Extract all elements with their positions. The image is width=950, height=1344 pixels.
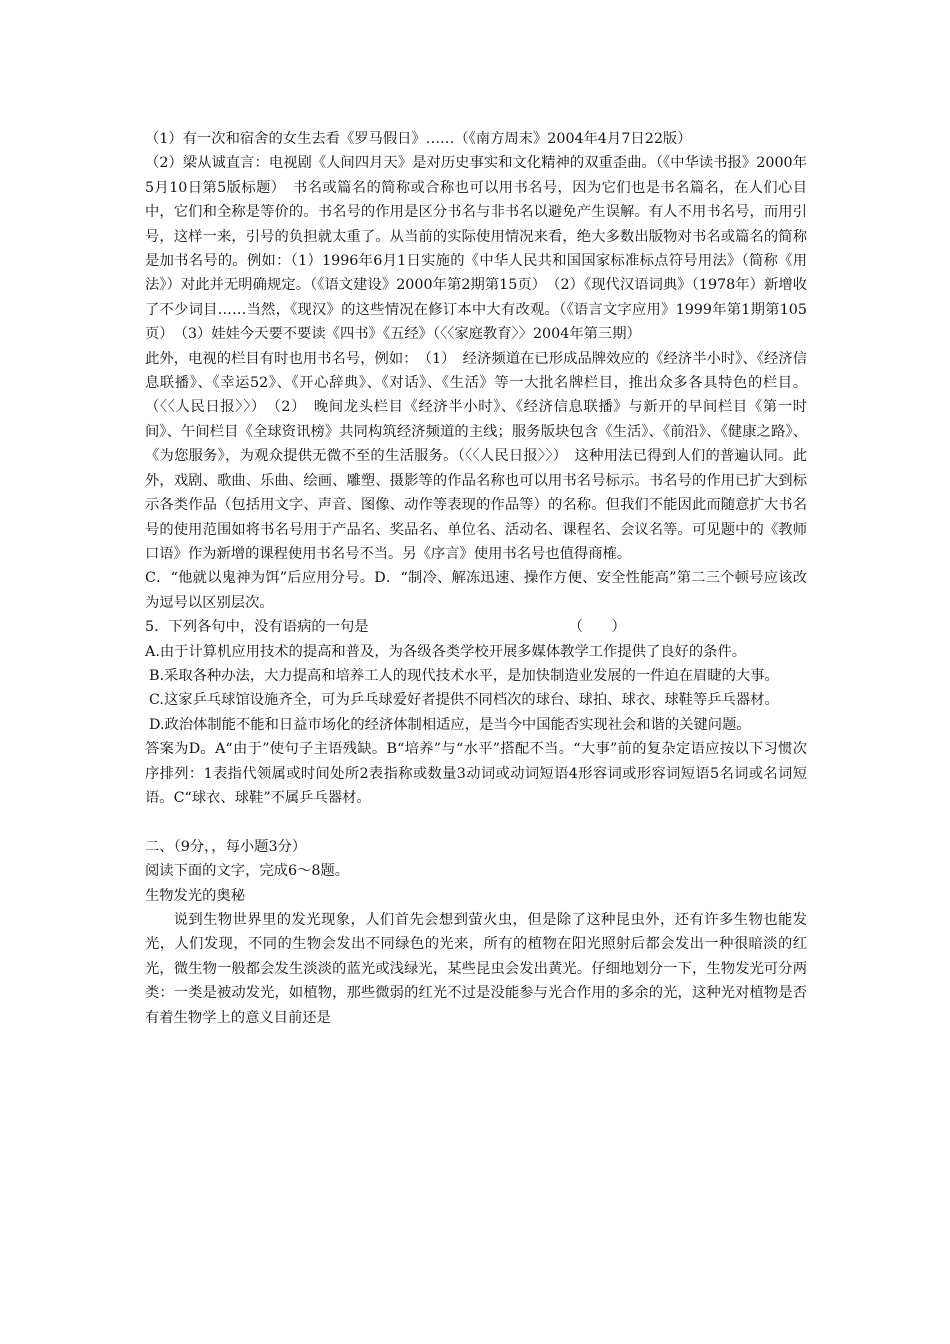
answer-bracket: （ ） (568, 619, 626, 636)
question-5-text: 5．下列各句中，没有语病的一句是 (145, 619, 369, 636)
question-5-stem (145, 615, 807, 639)
example-paragraph-1: （1）有一次和宿舍的女生去看《罗马假日》……（《南方周末》2004年4月7日22版） (145, 131, 692, 147)
question-5-option-d: D.政治体制能不能和日益市场化的经济体制相适应，是当今中国能否实现社会和谐的关键问题。 (149, 716, 751, 733)
example-paragraph-2: （2）梁从诚直言：电视剧《人间四月天》是对历史事实和文化精神的双重歪曲。（《中华读书报》2000年5月10日第5版标题） 书名或篇名的简称或合称也可以用书名号，因为它们也是书名篇名，在人们心目中，它们和全称是等价的。书名号的作用是区分书名与非书名以避免产生误解。有人不用书名号，而用引号，这样一来，引号的负担就太重了。从当前的实际使用情况来看，绝大多数出版物对书名或篇名的简称是加书名号的。例如：（1）1996年6月1日实施的《中华人民共和国国家标准标点符号用法》（简称《用法》）对此并无明确规定。（《语文建设》2000年第2期第15页） （2）《现代汉语词典》（1978年）新增收了不少词目……当然，《现汉》的这些情况在修订本中大有改观。（《语言文字应用》1999年第1期第105页） （3）娃娃今天要不要读《四书》《五经》（〈〈家庭教育〉〉2004年第三期） (145, 155, 807, 343)
question-5-answer: 答案为D。A“由于”使句子主语残缺。B“培养”与“水平”搭配不当。“大事”前的复杂定语应按以下习惯次序排列：1表指代领属或时间处所2表指称或数量3动词或动词短语4形容词或形容词短语5名词或名词短语。C“球衣、球鞋”不属乒乓器材。 (145, 741, 807, 806)
question-5-option-a: A.由于计算机应用技术的提高和普及，为各级各类学校开展多媒体教学工作提供了良好的条件。 (145, 643, 747, 660)
blank-line (145, 810, 807, 834)
article-body: 说到生物世界里的发光现象，人们首先会想到萤火虫，但是除了这种昆虫外，还有许多生物也能发光，人们发现，不同的生物会发出不同绿色的光来，所有的植物在阳光照射后都会发出一种很暗淡的红光，微生物一般都会发生淡淡的蓝光或浅绿光，某些昆虫会发出黄光。仔细地划分一下，生物发光可分两类：一类是被动发光，如植物，那些微弱的红光不过是没能参与光合作用的多余的光，这种光对植物是否有着生物学上的意义目前还是 (145, 911, 807, 1026)
tv-column-paragraph: 此外，电视的栏目有时也用书名号，例如： （1） 经济频道在已形成品牌效应的《经济半小时》、《经济信息联播》、《幸运52》、《开心辞典》、《对话》、《生活》等一大批名牌栏目，推出众多各具特色的栏目。（〈〈人民日报〉〉） （2） 晚间龙头栏目《经济半小时》、《经济信息联播》与新开的早间栏目《第一时间》、午间栏目《全球资讯榜》共同构筑经济频道的主线；服务版块包含《生活》、《前沿》、《健康之路》、《为您服务》，为观众提供无微不至的生活服务。（〈〈人民日报〉〉） 这种用法已得到人们的普遍认同。此外，戏剧、歌曲、乐曲、绘画、雕塑、摄影等的作品名称也可以用书名号标示。书名号的作用已扩大到标示各类作品（包括用文字、声音、图像、动作等表现的作品等）的名称。但我们不能因此而随意扩大书名号的使用范围如将书名号用于产品名、奖品名、单位名、活动名、课程名、会议名等。可见题中的《教师口语》作为新增的课程使用书名号不当。另《序言》使用书名号也值得商榷。 (145, 350, 807, 562)
article-title: 生物发光的奥秘 (145, 887, 246, 904)
section-2-heading: 二、（9分，，每小题3分） (145, 838, 307, 855)
question-5-option-b: B.采取各种办法，大力提高和培养工人的现代技术水平，是加快制造业发展的一件迫在眉睫的大事。 (149, 667, 779, 684)
option-cd-explanation: C．“他就以鬼神为饵”后应用分号。D．“制冷、解冻迅速、操作方便、安全性能高”第二三个顿号应该改为逗号以区别层次。 (145, 570, 807, 611)
question-5-option-c: C.这家乒乓球馆设施齐全，可为乒乓球爱好者提供不同档次的球台、球拍、球衣、球鞋等乒乓器材。 (149, 692, 779, 709)
reading-instruction: 阅读下面的文字，完成6～8题。 (145, 863, 350, 880)
document-page (145, 127, 807, 1030)
